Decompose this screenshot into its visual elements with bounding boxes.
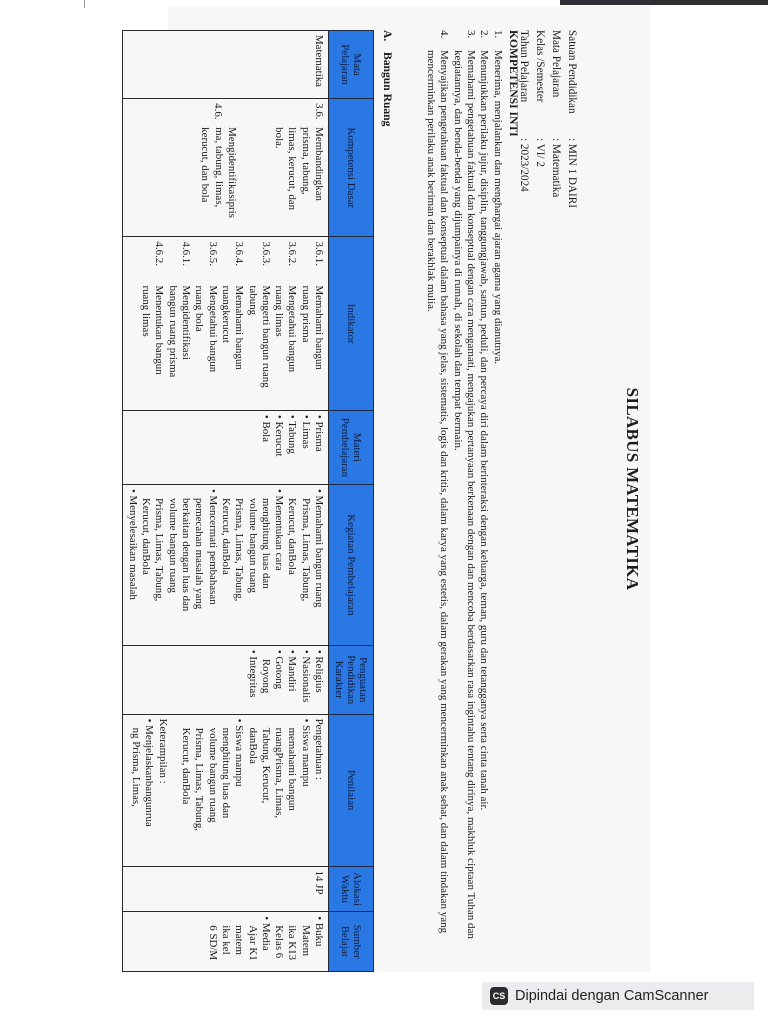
kegiatan-line: volume bangun ruang — [246, 497, 259, 593]
page-edge — [84, 0, 85, 8]
indikator-line: Mengidentifikasi — [180, 285, 193, 360]
sumber-line: Kelas 6 — [273, 925, 286, 959]
materi-item: • Bola — [259, 415, 272, 480]
indikator-line: ruang prisma — [299, 285, 312, 343]
kd-number: 4.6. — [211, 103, 224, 120]
meta-value: : 2023/2024 — [518, 138, 530, 192]
rotated-syllabus-sheet — [126, 6, 650, 972]
ki-number: 4. — [438, 30, 451, 39]
section-title: Bangun Ruang — [381, 52, 394, 127]
alokasi-text: 14 JP — [313, 870, 325, 895]
penilaian-label: Keterampilan : — [156, 718, 169, 784]
sumber-line: matem — [233, 925, 246, 955]
camscanner-logo-icon: CS — [490, 987, 508, 1005]
indikator-line: ruang bola — [193, 285, 206, 332]
indikator-number: 3.6.5. — [206, 241, 219, 266]
kd-item — [198, 103, 238, 232]
cell-mata-pelajaran — [122, 31, 328, 99]
section-letter: A. — [381, 30, 394, 42]
cell-kegiatan — [122, 484, 328, 645]
column-header: Alokasi Waktu — [329, 866, 374, 912]
penilaian-line: ng Prisma, Limas, — [130, 727, 143, 807]
kegiatan-line: • Menentukan cara — [272, 489, 285, 641]
kegiatan-line: • Mencermati pembahasan — [205, 489, 218, 641]
indikator-item — [298, 241, 325, 405]
kegiatan-line: Prisma, Limas, Tabung, — [153, 497, 166, 602]
kegiatan-line: Prisma, Limas, Tabung, — [233, 497, 246, 602]
indikator-line: Memahami bangun — [313, 285, 325, 370]
karakter-item: • Integritas — [245, 650, 258, 710]
indikator-number: 3.6.1. — [313, 241, 325, 266]
indikator-line: Mengetahui bangun — [286, 285, 299, 373]
meta-label: Kelas /Semester — [534, 30, 546, 103]
cell-text: Matematika — [313, 35, 325, 88]
indikator-item — [272, 241, 299, 405]
penilaian-line: danBola — [246, 727, 259, 764]
kegiatan-line: volume bangun ruang — [166, 497, 179, 593]
kegiatan-line: • Memahami bangun ruang — [312, 489, 325, 641]
kd-line: prisma, tabung, — [299, 127, 312, 195]
column-header: Mata Pelajaran — [329, 31, 374, 99]
penilaian-line: • Siswa mampu — [232, 719, 245, 862]
column-header: Sumber Belajar — [329, 912, 374, 972]
indikator-number: 4.6.1. — [180, 241, 193, 266]
ki-item — [437, 30, 450, 950]
kd-line: ma, tabung, limas, — [212, 127, 225, 208]
meta-row — [530, 30, 546, 208]
penilaian-line: menghitung luas dan — [219, 727, 232, 819]
sumber-line: 6 SD/M — [206, 925, 219, 961]
sumber-line: • Buku — [312, 916, 325, 967]
penilaian-line: volume bangun ruang — [206, 727, 219, 823]
ki-text: Menerima, menjalankan dan menghargai ajaran agama yang dianutnya. — [491, 50, 504, 365]
materi-item: • Prisma — [312, 415, 325, 480]
cell-karakter — [122, 645, 328, 714]
indikator-item — [139, 241, 166, 405]
ki-number: 2. — [478, 30, 491, 39]
karakter-item: • Religius — [312, 650, 325, 710]
camscanner-text: Dipindai dengan CamScanner — [515, 988, 709, 1004]
column-header: Materi Pembelajaran — [329, 410, 374, 484]
kd-item — [272, 103, 325, 232]
indikator-number: 3.6.2. — [286, 241, 299, 266]
cell-materi — [122, 410, 328, 484]
ki-text: Menunjukkan perilaku jujur, disiplin, tanggungjawab, santun, peduli, dan percaya diri dalam berinteraksi dengan keluarga, teman, guru dan tetangganya serta cinta tanah air. — [478, 50, 491, 811]
kd-line: Mengidentifikasipris — [225, 127, 238, 218]
meta-value: : VI/ 2 — [534, 138, 546, 168]
document-meta — [514, 30, 578, 208]
indikator-item — [192, 241, 219, 405]
indikator-line: Mengetahui bangun — [206, 285, 219, 373]
penilaian-line: ruangPrisma, Limas, — [273, 727, 286, 819]
karakter-item: • Nasionalis — [298, 650, 311, 710]
kegiatan-line: Prisma, Limas, Tabung, — [299, 497, 312, 602]
column-header: Kompetensi Dasar — [329, 99, 374, 237]
column-header: Kegiatan Pembelajaran — [329, 484, 374, 645]
background-strip — [560, 0, 768, 5]
sumber-line: Ajar K1 — [246, 925, 259, 961]
indikator-item — [219, 241, 246, 405]
kegiatan-line: Kerucut, danBola — [286, 497, 299, 575]
indikator-line: ruang limas — [273, 285, 286, 337]
sumber-line: ika kel — [219, 925, 232, 955]
kd-line: kerucut, dan bola — [199, 127, 212, 203]
indikator-number: 3.6.3. — [259, 241, 272, 266]
indikator-number: 3.6.4. — [233, 241, 246, 266]
column-header: Indikator — [329, 237, 374, 410]
kegiatan-line: menghitung luas dan — [259, 497, 272, 589]
table-header-row — [329, 31, 374, 972]
meta-label: Mata Pelajaran — [550, 30, 562, 98]
cell-indikator — [122, 237, 328, 410]
ki-text-continued: kegiatannya, dan benda-benda yang dijumpainya di rumah, di sekolah dan tempat bermain. — [451, 50, 464, 451]
penilaian-line: • Menjelaskanbangunrua — [142, 719, 155, 862]
ki-item — [490, 30, 503, 950]
kd-line: limas, kerucut, dan — [286, 127, 299, 211]
cell-sumber-belajar — [122, 912, 328, 972]
penilaian-line: Kerucut, danBola — [180, 727, 193, 805]
kd-line: bola. — [273, 127, 286, 149]
indikator-item — [165, 241, 192, 405]
syllabus-table — [122, 30, 374, 972]
document-title: SILABUS MATEMATIKA — [623, 387, 642, 591]
ki-text: Memahami pengetahuan faktual dan konseptual dengan cara mengamati, mengajukan pertanyaan berkenaan dengan dan mencoba berdasarkan rasa ingintahu tentang dirinya, makhluk ciptaan Tuhan dan — [465, 50, 478, 939]
meta-value: : Matematika — [550, 138, 562, 198]
karakter-item: Royong — [259, 658, 272, 694]
indikator-number: 4.6.2. — [153, 241, 166, 266]
indikator-line: Menentukan bangun — [153, 285, 166, 375]
indikator-line: bangun ruang prisma — [166, 285, 179, 378]
kegiatan-line: Kerucut, danBola — [219, 497, 232, 575]
indikator-line: Memahami bangun — [233, 285, 246, 370]
ki-text-continued: mencerminkan perilaku anak beriman dan berakhlak mulia. — [424, 50, 437, 312]
indikator-line: tabung — [246, 285, 259, 316]
kompetensi-inti — [423, 30, 520, 950]
section-heading — [380, 30, 394, 126]
ki-heading: KOMPETENSI INTI — [507, 30, 520, 137]
materi-item: • Kerucut — [272, 415, 285, 480]
meta-label: Satuan Pendidikan — [566, 30, 578, 114]
sumber-line: • Media — [259, 916, 272, 967]
meta-value: : MIN 1 DAIRI — [566, 138, 578, 208]
meta-label: Tahun Pelajaran — [518, 30, 530, 103]
sumber-line: ika K13 — [286, 925, 299, 961]
penilaian-line: Tabung, Kerucut, — [259, 727, 272, 804]
kd-number: 3.6. — [313, 103, 325, 120]
kegiatan-line: Kerucut, danBola — [140, 497, 153, 575]
ki-item — [464, 30, 477, 950]
indikator-line: Mengerti bangun ruang — [259, 285, 272, 388]
kd-line: Membandingkan — [313, 127, 325, 201]
penilaian-line: Prisma, Limas, Tabung, — [193, 727, 206, 832]
penilaian-label: Pengetahuan : — [313, 718, 325, 781]
indikator-item — [245, 241, 272, 405]
column-header: Penguatan Pendidikan Karakter — [329, 645, 374, 714]
kegiatan-line: berkaitan dengan luas dan — [180, 497, 193, 612]
materi-item: • Tabung — [285, 415, 298, 480]
penilaian-line: • Siswa mampu — [298, 719, 311, 862]
materi-item: • Limas — [298, 415, 311, 480]
kegiatan-line: • Menyelesaikan masalah — [126, 489, 139, 641]
table-row — [122, 31, 328, 972]
cell-alokasi-waktu — [122, 866, 328, 912]
penilaian-line: memahami bangun — [286, 727, 299, 811]
camscanner-watermark — [482, 982, 754, 1010]
ki-item — [477, 30, 490, 950]
sumber-line: Matem — [299, 925, 312, 957]
meta-row — [562, 30, 578, 208]
cell-kompetensi-dasar — [122, 99, 328, 237]
karakter-item: • Gotong — [272, 650, 285, 710]
indikator-line: ruang limas — [140, 285, 153, 337]
column-header: Penilaian — [329, 714, 374, 866]
meta-row — [546, 30, 562, 208]
ki-number: 3. — [465, 30, 478, 39]
indikator-line: ruangkerucut — [219, 285, 232, 343]
kegiatan-line: pemecahan masalah yang — [193, 497, 206, 610]
ki-number: 1. — [491, 30, 504, 39]
karakter-item: • Mandiri — [285, 650, 298, 710]
ki-text: Menyajikan pengetahuan faktual dan konseptual dalam bahasa yang jelas, sistematis, logis dan kritis, dalam karya yang estetis, dalam gerakan yang mencerminkan anak sehat, dan dalam tindakan yang — [438, 50, 451, 934]
cell-penilaian — [122, 714, 328, 866]
